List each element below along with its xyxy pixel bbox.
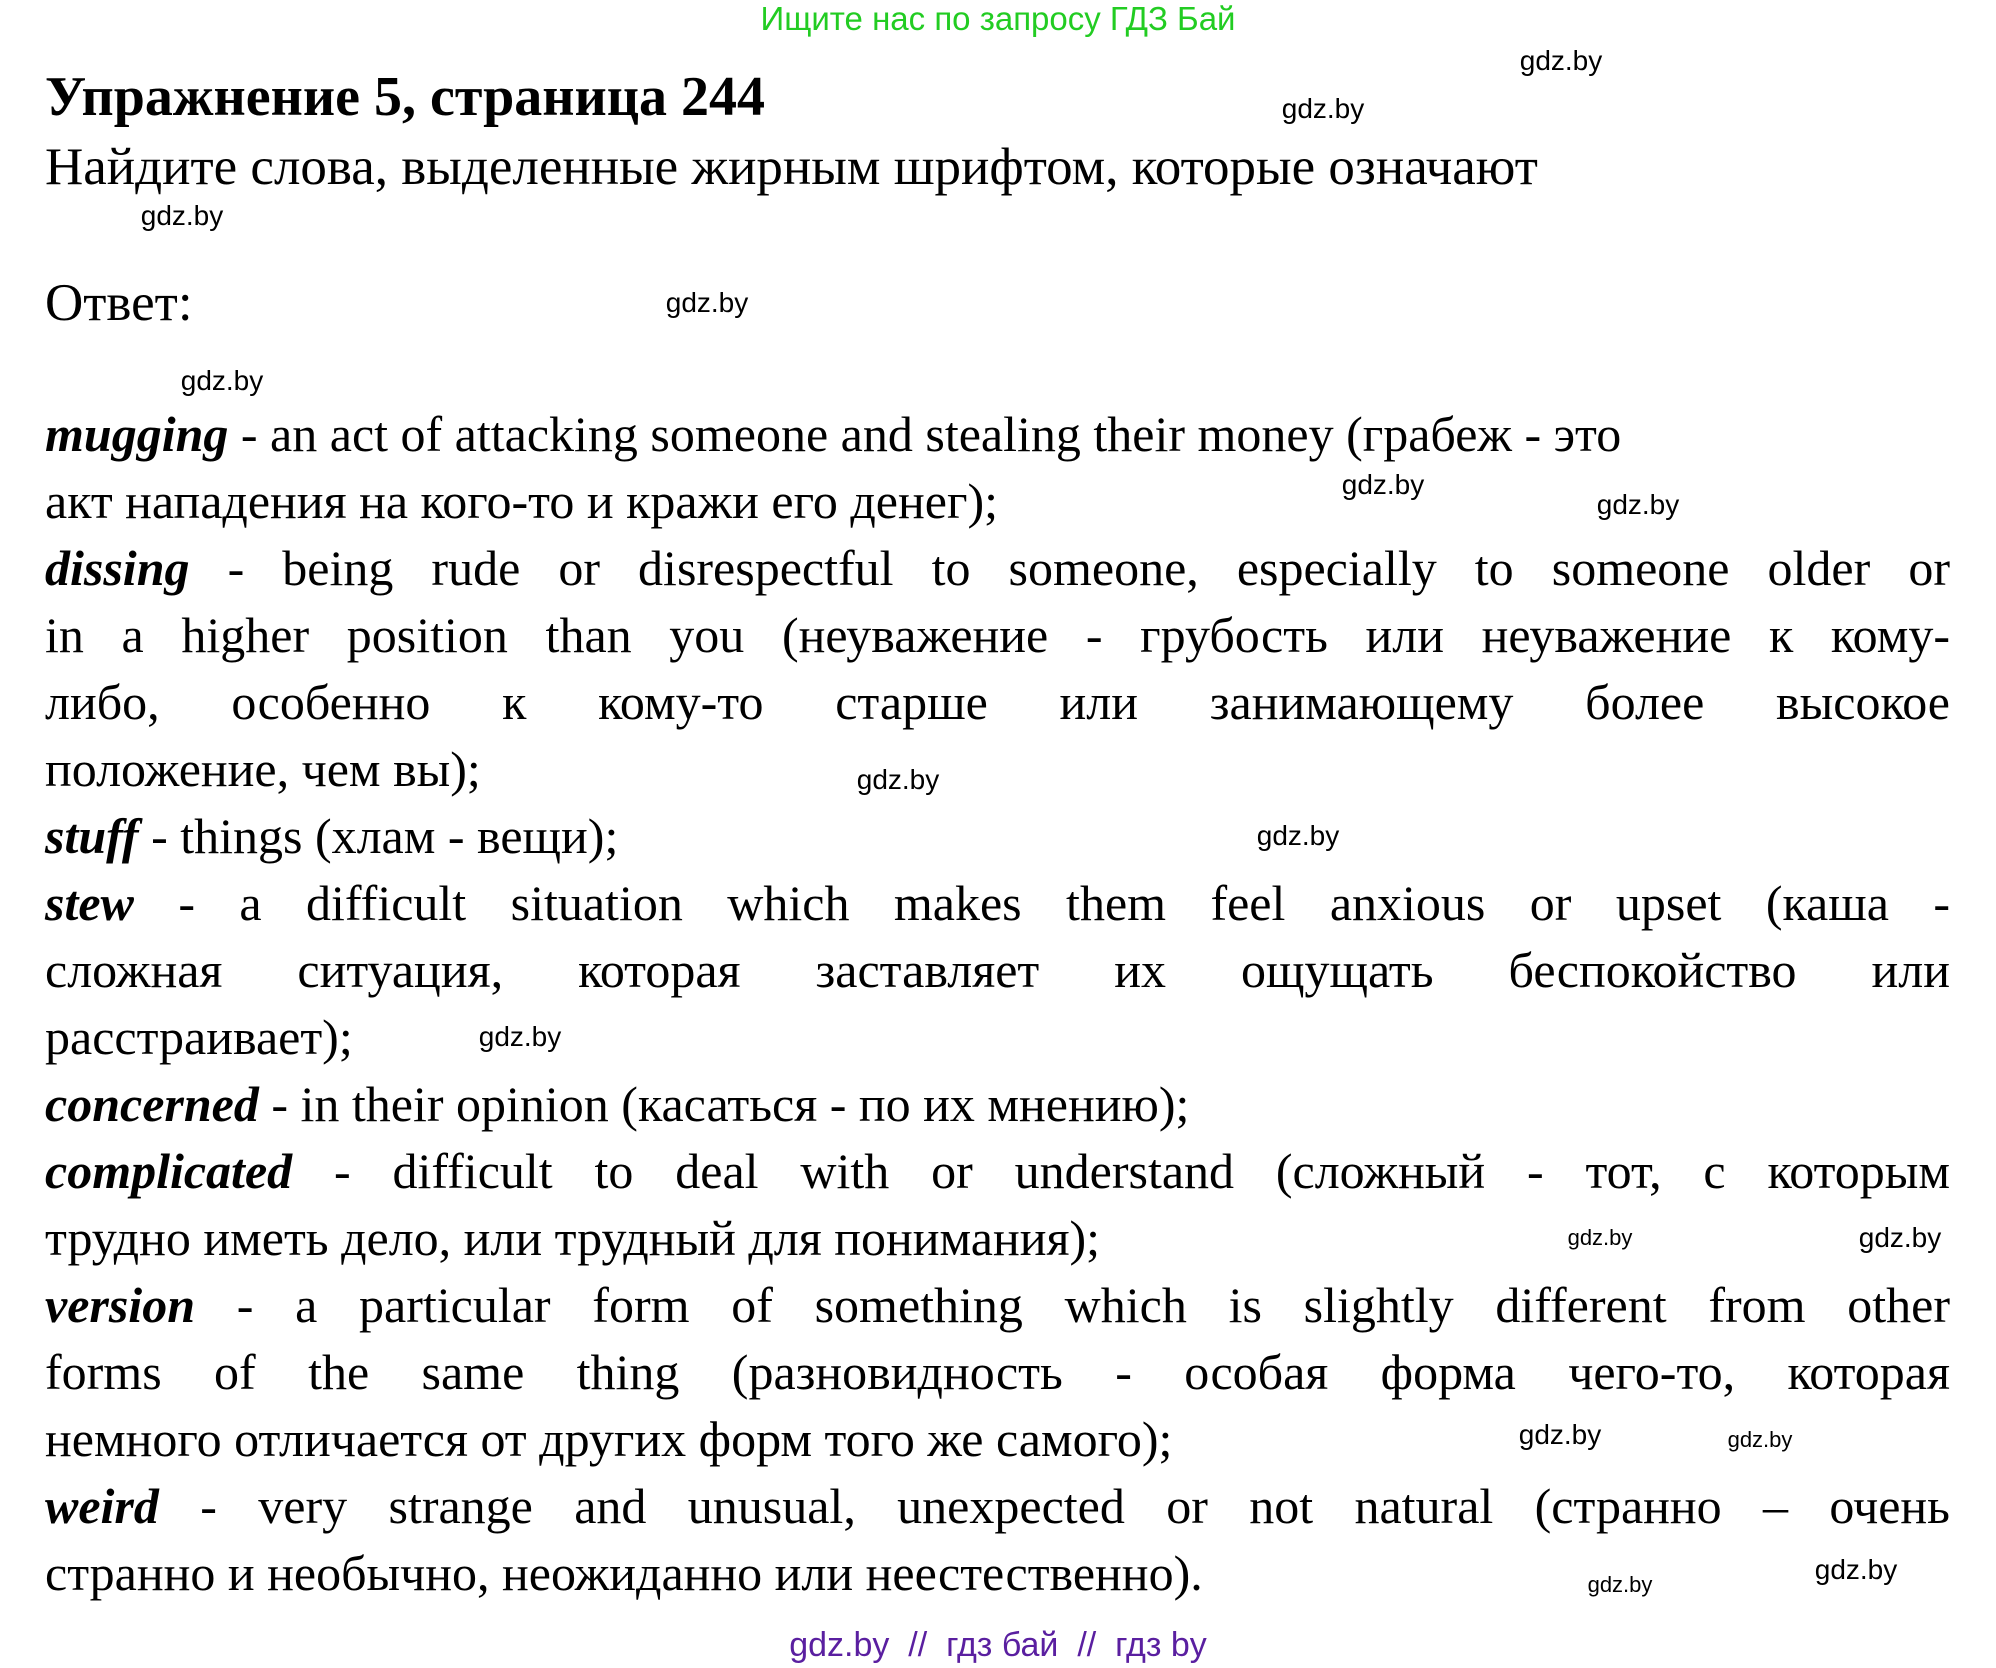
watermark: gdz.by — [1596, 489, 1680, 520]
definition-text: - a particular form of something which is slightly different from other — [195, 1277, 1950, 1333]
answer-label: Ответ: — [45, 274, 193, 332]
watermark: gdz.by — [1727, 1427, 1793, 1452]
definition-line: акт нападения на кого-то и кражи его денег); — [45, 473, 999, 529]
watermark: gdz.by — [1587, 1572, 1653, 1597]
watermark: gdz.by — [478, 1021, 562, 1052]
definition-line — [45, 1275, 1950, 1335]
search-banner: Ищите нас по запросу ГДЗ Бай — [760, 0, 1236, 37]
watermark: gdz.by — [140, 200, 224, 231]
definition-line: forms of the same thing (разновидность - особая форма чего-то, которая — [45, 1344, 1950, 1400]
term: concerned — [45, 1076, 259, 1132]
definition-line — [45, 806, 618, 866]
definition-text: - an act of attacking someone and stealing their money (грабеж - это — [228, 406, 1622, 462]
definition-line — [45, 1476, 1950, 1536]
term: complicated — [45, 1143, 293, 1199]
term: version — [45, 1277, 195, 1333]
term: mugging — [45, 406, 229, 462]
definition-line — [45, 873, 1950, 933]
definition-text: - a difficult situation which makes them feel anxious or upset (каша - — [133, 875, 1950, 931]
watermark: gdz.by — [1256, 820, 1340, 851]
watermark: gdz.by — [1341, 469, 1425, 500]
definition-line — [45, 538, 1950, 598]
definition-text: - in their opinion (касаться - по их мнению); — [258, 1076, 1190, 1132]
definition-line: положение, чем вы); — [45, 741, 481, 797]
definition-line — [45, 404, 1621, 464]
definition-line: in a higher position than you (неуважение - грубость или неуважение к кому- — [45, 607, 1950, 663]
watermark: gdz.by — [1281, 93, 1365, 124]
watermark: gdz.by — [180, 365, 264, 396]
page-title: Упражнение 5, страница 244 — [45, 66, 766, 128]
watermark: gdz.by — [1518, 1419, 1602, 1450]
definition-text: - things (хлам - вещи); — [138, 808, 619, 864]
definition-line — [45, 1074, 1189, 1134]
definition-line — [45, 1141, 1950, 1201]
term: dissing — [45, 540, 190, 596]
watermark: gdz.by — [665, 287, 749, 318]
definition-text: - very strange and unusual, unexpected or not natural (странно – очень — [158, 1478, 1950, 1534]
definition-text: - difficult to deal with or understand (сложный - тот, с которым — [292, 1143, 1950, 1199]
watermark: gdz.by — [1858, 1222, 1942, 1253]
watermark: gdz.by — [1814, 1554, 1898, 1585]
watermark: gdz.by — [856, 764, 940, 795]
watermark: gdz.by — [1519, 45, 1603, 76]
term: stew — [45, 875, 134, 931]
definition-line: сложная ситуация, которая заставляет их ощущать беспокойство или — [45, 942, 1950, 998]
definition-line: немного отличается от других форм того же самого); — [45, 1411, 1173, 1467]
definition-line: странно и необычно, неожиданно или неестественно). — [45, 1545, 1203, 1601]
footer-links: gdz.by // гдз бай // гдз by — [789, 1626, 1207, 1664]
definition-text: - being rude or disrespectful to someone, especially to someone older or — [189, 540, 1950, 596]
definition-line: трудно иметь дело, или трудный для понимания); — [45, 1210, 1101, 1266]
term: weird — [45, 1478, 159, 1534]
definition-line: расстраивает); — [45, 1009, 353, 1065]
definition-line: либо, особенно к кому-то старше или занимающему более высокое — [45, 674, 1950, 730]
watermark: gdz.by — [1567, 1225, 1633, 1250]
exercise-instruction: Найдите слова, выделенные жирным шрифтом, которые означают — [45, 138, 1538, 196]
term: stuff — [45, 808, 139, 864]
